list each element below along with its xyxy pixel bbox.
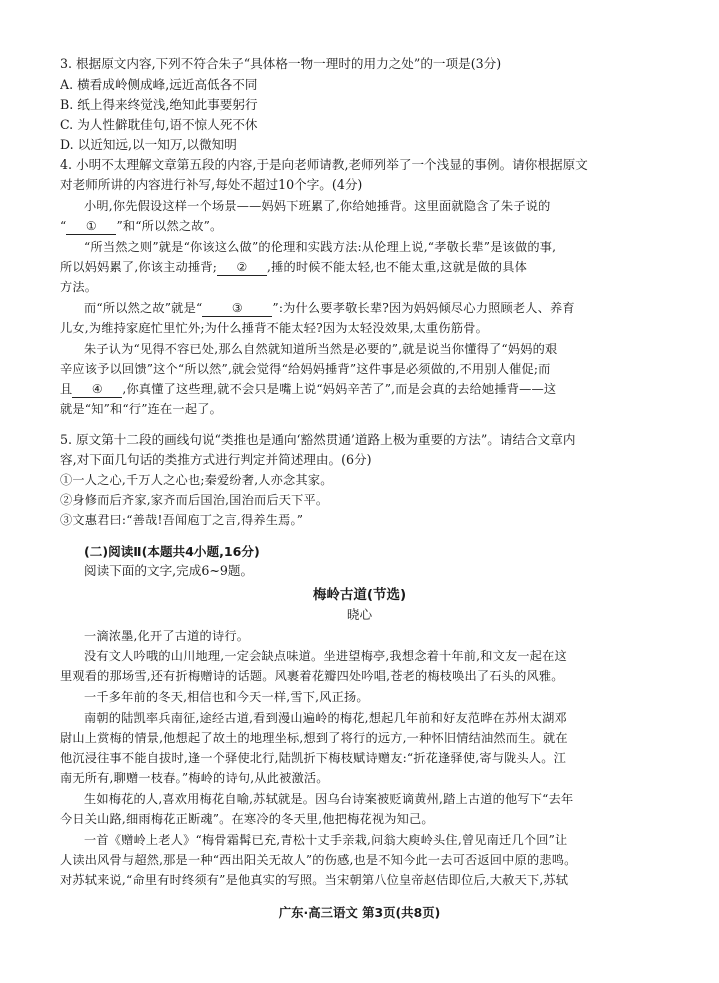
q4-para4-line2: 辛应该予以回馈”这个“所以然”,就会觉得“给妈妈捶背”这件事是必须做的,不用别人催促;而 (60, 362, 551, 376)
q5-sentence-3: ③文惠君曰:“善哉!吾闻庖丁之言,得养生焉。” (60, 513, 304, 527)
q5-sentence-1: ①一人之心,千万人之心也;秦爱纷奢,人亦念其家。 (60, 473, 333, 487)
q4-blank-4[interactable]: ④ (72, 381, 122, 398)
q4-stem-line1: 4. 小明不太理解文章第五段的内容,于是向老师请教,老师列举了一个浅显的事例。请你根据原文 (60, 157, 588, 172)
q3-option-a: A. 横看成岭侧成峰,远近高低各不同 (60, 77, 258, 92)
article-line: 一滴浓墨,化开了古道的诗行。 (84, 629, 250, 643)
article-line: 南无所有,聊赠一枝春。”梅岭的诗句,从此被激活。 (60, 771, 329, 785)
q5-stem-line1: 5. 原文第十二段的画线句说“类推也是通向‘豁然贯通’道路上极为重要的方法”。请结合文章内 (60, 432, 576, 447)
q4-para4-line4: 就是“知”和“行”连在一起了。 (60, 402, 222, 416)
article-title: 梅岭古道(节选) (312, 587, 407, 603)
page-footer: 广东·高三语文 第3页(共8页) (278, 905, 441, 920)
q4-para2-line3: 方法。 (60, 280, 98, 294)
q4-para4-line3: 且 ④ ,你真懂了这些理,就不会只是嘴上说“妈妈辛苦了”,而是会真的去给她捶背——这 (60, 382, 557, 396)
section-header: (二)阅读Ⅱ(本题共4小题,16分) (84, 544, 260, 559)
article-line: 没有文人吟哦的山川地理,一定会缺点味道。坐进望梅亭,我想念着十年前,和文友一起在这 (84, 649, 567, 663)
article-line: 一千多年前的冬天,相信也和今天一样,雪下,风正扬。 (84, 690, 369, 704)
q4-para2-line1: “所当然之则”就是“你该这么做”的伦理和实践方法:从伦理上说,“孝敬长辈”是该做的事, (84, 240, 557, 254)
q4-blank-1[interactable]: ① (66, 218, 116, 235)
article-line: 里观看的那场雪,还有折梅赠诗的话题。风裹着花瓣四处吟唱,苍老的梅枝唤出了石头的风雅。 (60, 669, 564, 683)
q4-para2-line2: 所以妈妈累了,你该主动捶背; ② ,捶的时候不能太轻,也不能太重,这就是做的具体 (60, 260, 528, 274)
article-line: 人读出风骨与超然,那是一种“西出阳关无故人”的伤感,也是不知今此一去可否返回中原的悲鸣。 (60, 853, 577, 867)
q4-para1-line2: “ ① ”和“所以然之故”。 (60, 219, 223, 233)
q4-para3-line2: 儿女,为维持家庭忙里忙外;为什么捶背不能太轻?因为太轻没效果,太重伤筋骨。 (60, 321, 488, 335)
article-line: 今日关山路,细雨梅花正断魂”。在寒冷的冬天里,他把梅花视为知己。 (60, 812, 434, 826)
q5-sentence-2: ②身修而后齐家,家齐而后国治,国治而后天下平。 (60, 493, 329, 507)
q4-para3-line1: 而“所以然之故”就是“ ③ ”:为什么要孝敬长辈?因为妈妈倾尽心力照顾老人、养育 (84, 301, 575, 315)
q3-option-b: B. 纸上得来终觉浅,绝知此事要躬行 (60, 97, 258, 112)
q4-blank-2[interactable]: ② (217, 259, 267, 276)
q4-stem-line2: 对老师所讲的内容进行补写,每处不超过10个字。(4分) (60, 177, 363, 192)
article-author: 晓心 (346, 607, 373, 622)
article-line: 尉山上赏梅的情景,他想起了故土的地理坐标,想到了将行的远方,一种怀旧情结油然而生。就在 (60, 731, 568, 745)
q3-stem: 3. 根据原文内容,下列不符合朱子“具体格一物一理时的用力之处”的一项是(3分) (60, 56, 502, 71)
q4-para1-line1: 小明,你先假设这样一个场景——妈妈下班累了,你给她捶背。这里面就隐含了朱子说的 (84, 199, 551, 213)
q3-option-c: C. 为人性僻耽佳句,语不惊人死不休 (60, 117, 258, 132)
q3-option-d: D. 以近知远,以一知万,以微知明 (60, 137, 237, 152)
section-instruction: 阅读下面的文字,完成6~9题。 (84, 563, 254, 578)
article-line: 一首《赠岭上老人》“梅骨霜髯已充,青松十丈手亲栽,问翁大庾岭头住,曾见南迁几个回”让 (84, 833, 568, 847)
q5-stem-line2: 容,对下面几句话的类推方式进行判定并简述理由。(6分) (60, 452, 372, 467)
q4-blank-3[interactable]: ③ (202, 300, 272, 317)
article-line: 生如梅花的人,喜欢用梅花自喻,苏轼就是。因乌台诗案被贬谪黄州,踏上古道的他写下“去年 (84, 792, 574, 806)
article-line: 南朝的陆凯率兵南征,途经古道,看到漫山遍岭的梅花,想起几年前和好友范晔在苏州太湖邓 (84, 711, 567, 725)
article-line: 他沉浸往事不能自拔时,逢一个驿使北行,陆凯折下梅枝赋诗赠友:“折花逢驿使,寄与陇头人。江 (60, 751, 567, 765)
article-line: 对苏轼来说,“命里有时终须有”是他真实的写照。当宋朝第八位皇帝赵佶即位后,大赦天下,苏轼 (60, 873, 569, 887)
q4-para4-line1: 朱子认为“见得不容已处,那么自然就知道所当然是必要的”,就是说当你懂得了“妈妈的艰 (84, 342, 558, 356)
